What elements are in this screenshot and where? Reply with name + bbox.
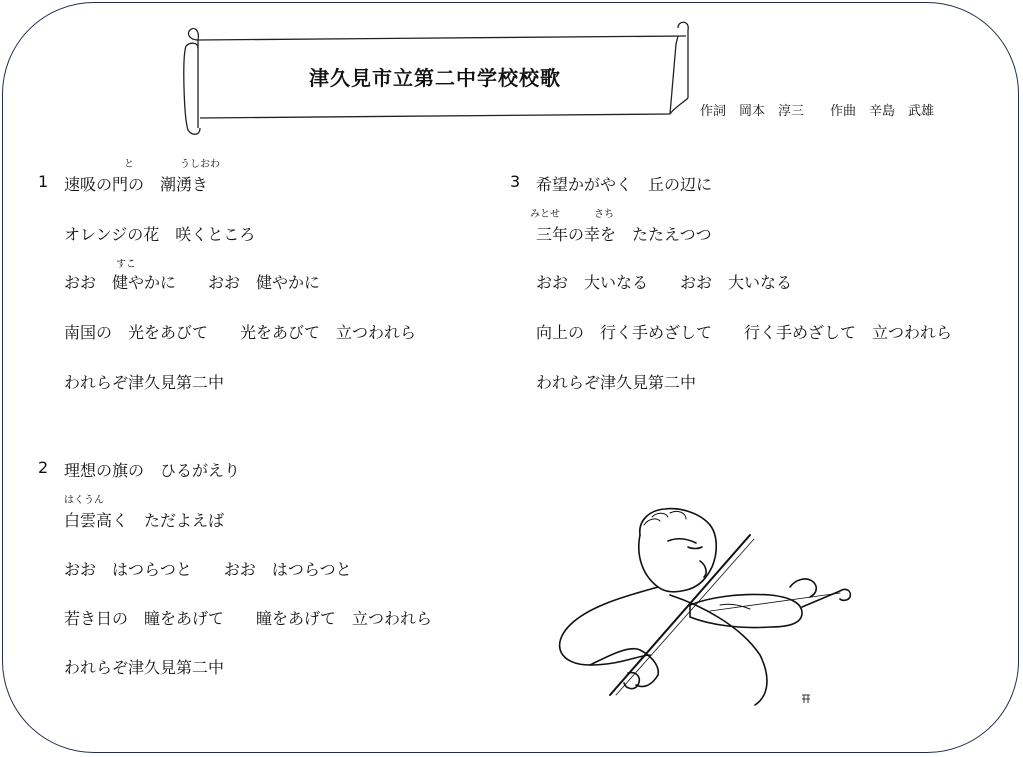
verse-line: 理想の旗の ひるがえり bbox=[64, 461, 241, 480]
ruby-suko: すこ bbox=[116, 259, 136, 270]
verse-line: オレンジの花 咲くところ bbox=[64, 225, 256, 244]
ruby-hakuun: はくうん bbox=[64, 495, 104, 506]
verse-line: われらぞ津久見第二中 bbox=[536, 373, 697, 392]
verse-number: 1 bbox=[38, 172, 49, 191]
verse-line: おお 大いなる おお 大いなる bbox=[536, 273, 793, 292]
verse-line: 向上の 行く手めざして 行く手めざして 立つわれら bbox=[536, 323, 953, 342]
verse-line: 三年の幸を たたえつつ bbox=[536, 225, 712, 244]
verse-number: 2 bbox=[38, 458, 49, 477]
verse-line: われらぞ津久見第二中 bbox=[64, 658, 225, 677]
verse-line: 白雲高く ただよえば bbox=[64, 511, 225, 530]
verse-line: おお はつらつと おお はつらつと bbox=[64, 560, 352, 579]
ruby-sachi: さち bbox=[594, 209, 614, 220]
verse-line: 速吸の門の 潮湧き bbox=[64, 175, 209, 194]
violinist-illustration bbox=[540, 495, 880, 715]
verse-line: 若き日の 瞳をあげて 瞳をあげて 立つわれら bbox=[64, 609, 433, 628]
verse-line: おお 健やかに おお 健やかに bbox=[64, 273, 321, 292]
verse-line: われらぞ津久見第二中 bbox=[64, 373, 225, 392]
verse-number: 3 bbox=[510, 172, 521, 191]
ruby-ushiowa: うしおわ bbox=[180, 159, 220, 170]
author-credits: 作詞 岡本 淳三 作曲 辛島 武雄 bbox=[700, 104, 935, 119]
ruby-mitose: みとせ bbox=[530, 209, 560, 220]
ruby-to: と bbox=[124, 159, 134, 170]
verse-line: 南国の 光をあびて 光をあびて 立つわれら bbox=[64, 323, 417, 342]
page-title: 津久見市立第二中学校校歌 bbox=[309, 66, 561, 90]
verse-line: 希望かがやく 丘の辺に bbox=[536, 175, 713, 194]
